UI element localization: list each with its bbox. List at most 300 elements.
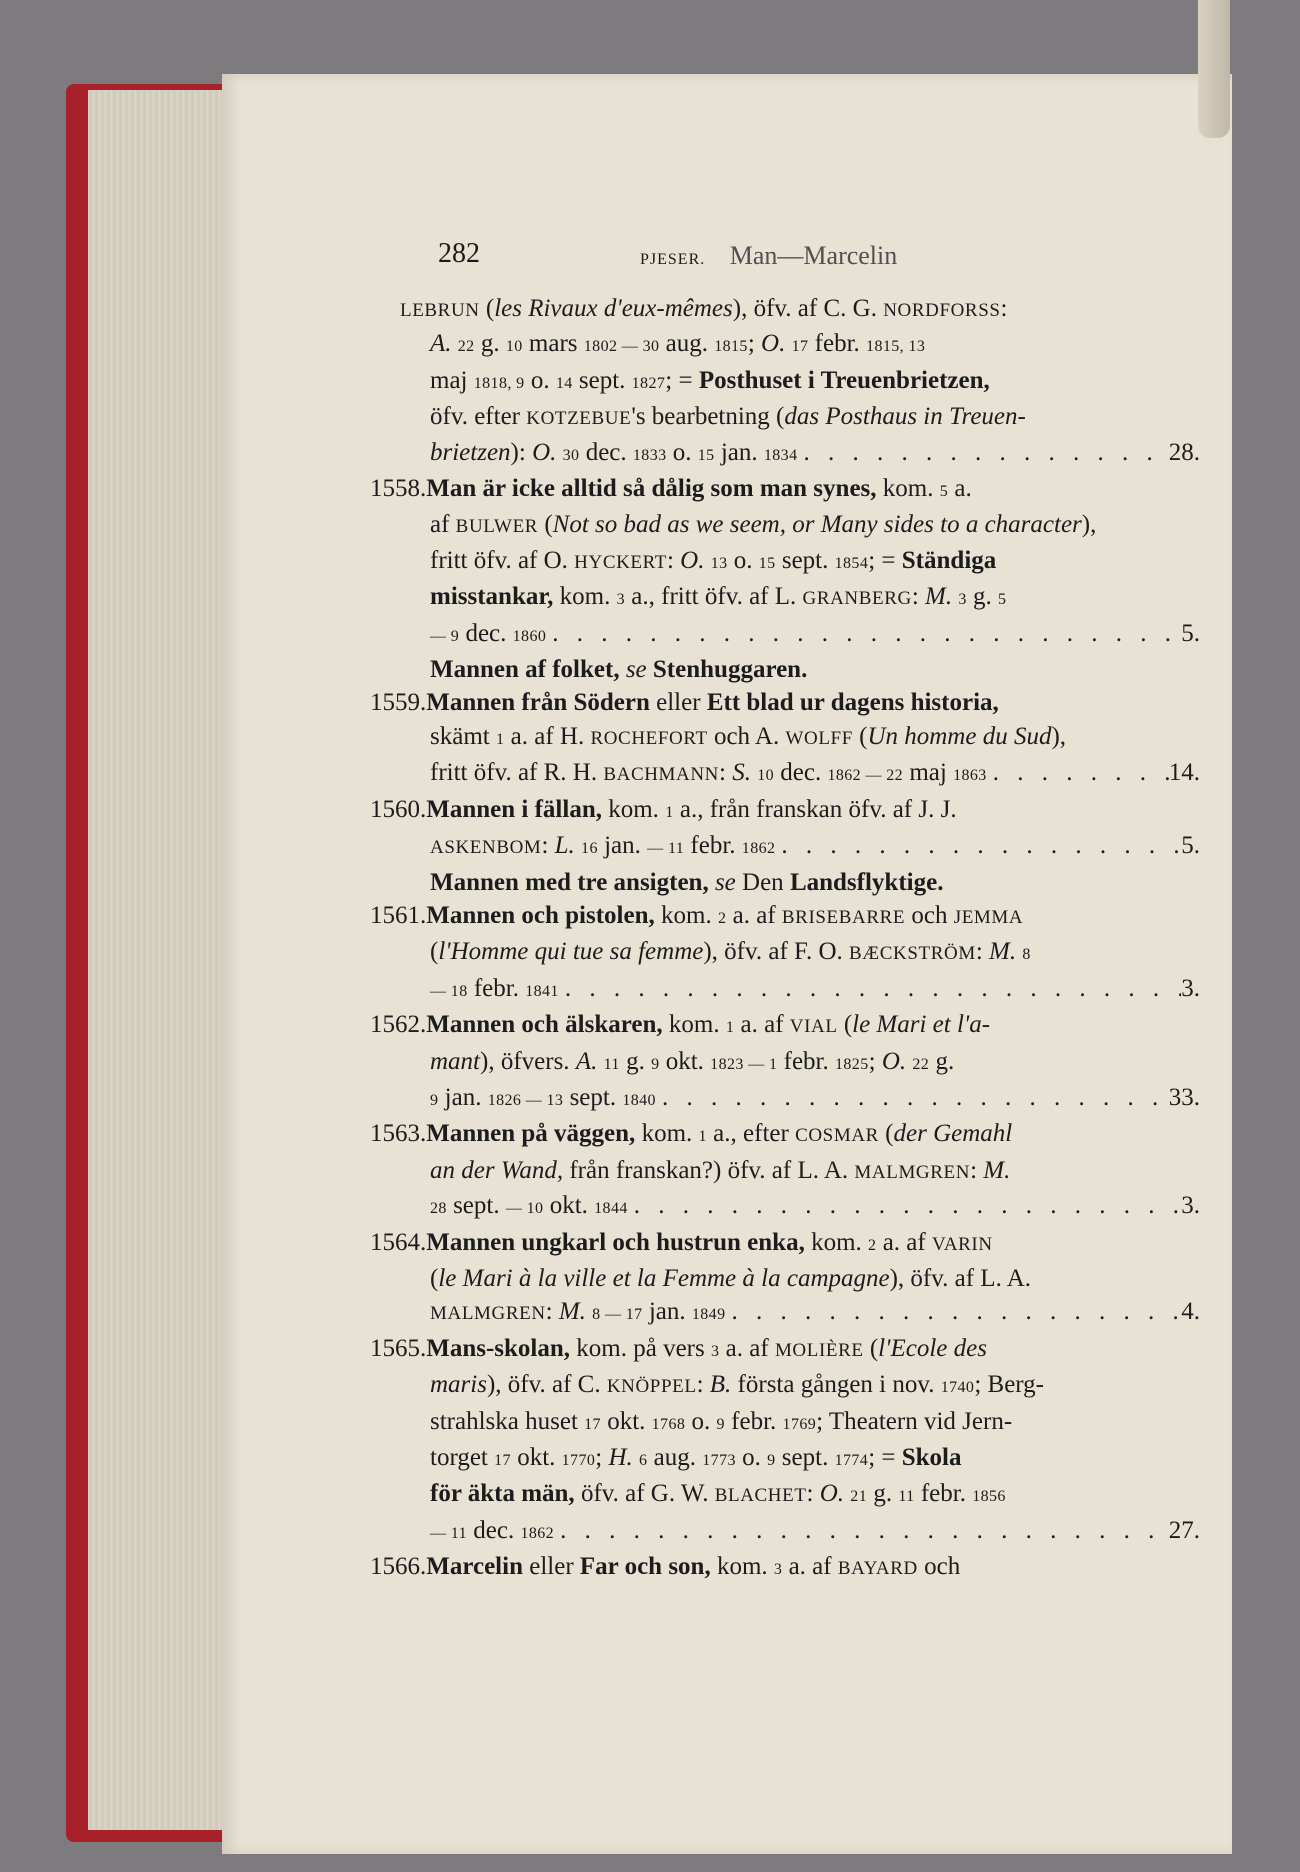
text-line — [400, 756, 1200, 792]
text-segment: ( — [538, 511, 553, 539]
running-header — [640, 241, 897, 271]
text-line — [400, 617, 1200, 653]
text-segment: ): — [510, 438, 533, 466]
text-segment: okt. — [510, 1444, 562, 1471]
text-segment: der Gemahl — [893, 1120, 1013, 1148]
text-segment: ; = — [665, 366, 699, 394]
text-segment: — 11 — [647, 840, 685, 858]
text-segment: brietzen — [430, 438, 511, 466]
text-line — [400, 829, 1200, 865]
text-segment: g. — [619, 1047, 652, 1075]
text-segment: 10 — [505, 338, 523, 356]
text-segment: ), öfvers. — [480, 1047, 576, 1075]
text-segment: A. — [430, 330, 452, 358]
text-segment: : — [541, 832, 555, 860]
text-segment: a., från franskan öfv. af J. J. — [673, 795, 957, 823]
dot-leader — [725, 1295, 1181, 1331]
text-segment: : — [545, 1298, 559, 1326]
text-segment: le Mari à la ville et la Femme à la campagne — [438, 1264, 890, 1292]
text-segment: 9 — [716, 1415, 725, 1433]
text-segment: ), — [1051, 722, 1067, 750]
text-segment: eller — [522, 1553, 580, 1581]
text-line — [400, 1045, 1200, 1081]
text-segment: ), öfv. af C. — [486, 1371, 607, 1399]
text-segment: ), — [1081, 511, 1097, 539]
text-segment: ( — [430, 938, 439, 966]
text-segment: febr. — [777, 1047, 835, 1075]
dot-leader — [554, 1514, 1169, 1550]
entry-number: 1565. — [370, 1334, 427, 1362]
text-segment: das Posthaus in Treuen- — [784, 403, 1026, 431]
text-line — [400, 400, 1200, 435]
text-segment: O. — [680, 546, 705, 574]
text-segment: — 11 — [430, 1524, 468, 1542]
text-segment: a. af — [734, 1011, 790, 1039]
text-segment: maj — [903, 759, 954, 787]
text-segment: o. — [524, 366, 556, 394]
text-segment: sept. — [572, 366, 632, 394]
dot-leader — [546, 617, 1181, 653]
text-line — [400, 327, 1200, 363]
text-segment: se — [714, 868, 736, 896]
text-segment: ; — [868, 1047, 882, 1075]
text-line — [400, 935, 1200, 971]
text-segment: Mans-skolan, — [426, 1334, 571, 1362]
text-segment: 5 — [939, 483, 949, 501]
text-segment: le Mari et l'a- — [852, 1011, 991, 1039]
text-line — [400, 1189, 1200, 1225]
text-segment: WOLFF — [785, 727, 853, 749]
text-line — [400, 1081, 1200, 1117]
text-line — [400, 1368, 1200, 1404]
text-segment: 13 — [710, 554, 728, 572]
text-segment: a. af — [876, 1228, 932, 1256]
entry-line — [370, 1550, 1200, 1586]
text-line — [400, 544, 1200, 580]
text-segment: Mannen med tre ansigten, — [430, 868, 709, 896]
text-segment: Den — [735, 868, 790, 896]
text-segment: 1815, 13 — [866, 338, 926, 356]
text-segment: a. af H. — [504, 722, 591, 750]
text-segment: 14 — [555, 374, 573, 392]
text-segment: A. — [575, 1047, 598, 1075]
text-segment: se — [625, 656, 647, 684]
text-segment: MALMGREN — [854, 1161, 971, 1183]
text-segment: BLACHET — [714, 1485, 807, 1507]
text-segment: g. — [474, 330, 506, 358]
text-segment: 6 — [639, 1452, 648, 1469]
text-line — [400, 1514, 1200, 1550]
text-line — [400, 508, 1200, 543]
text-segment: ROCHEFORT — [590, 727, 708, 749]
text-segment: 1844 — [594, 1200, 628, 1218]
leader-text — [430, 972, 559, 1008]
text-segment: skämt — [430, 722, 496, 750]
text-segment: 3 — [958, 591, 967, 609]
text-segment: 1849 — [691, 1306, 726, 1324]
text-segment: o. — [666, 438, 698, 466]
text-segment: kom. — [553, 583, 617, 611]
text-segment: strahlska huset — [430, 1407, 585, 1435]
text-segment: O. — [881, 1047, 907, 1075]
text-segment: maj — [430, 366, 474, 394]
text-segment: okt. — [543, 1192, 595, 1220]
entry-number: 1566. — [370, 1553, 427, 1581]
text-segment: 1827 — [631, 374, 666, 392]
text-segment: BAYARD — [837, 1558, 918, 1580]
text-segment: BACHMANN — [603, 764, 719, 786]
text-segment: 10 — [757, 767, 775, 785]
text-segment: aug. — [647, 1444, 703, 1471]
text-segment: ( — [878, 1120, 894, 1148]
text-segment: 1774 — [834, 1452, 869, 1469]
text-segment: S. — [732, 759, 751, 787]
text-segment: 1834 — [763, 446, 798, 464]
text-segment: öfv. af G. W. — [574, 1480, 715, 1508]
text-segment: an der Wand, — [430, 1156, 564, 1184]
text-segment: MALMGREN — [430, 1303, 546, 1325]
leader-text — [430, 1081, 656, 1117]
text-segment: ; Berg- — [974, 1371, 1045, 1399]
text-segment: KOTZEBUE — [526, 408, 632, 430]
text-segment: ( — [837, 1011, 853, 1039]
text-segment: 2 — [717, 909, 727, 927]
entry-number: 1559. — [370, 689, 427, 717]
performance-count: 27. — [1168, 1516, 1200, 1544]
text-segment: 1740 — [940, 1379, 975, 1397]
entry-line — [370, 472, 1200, 508]
text-segment: sept. — [446, 1192, 506, 1220]
text-segment: HYCKERT — [574, 551, 667, 573]
text-segment: 1862 — [520, 1524, 555, 1542]
leader-text — [430, 436, 797, 472]
section-title: PJESER. — [640, 251, 706, 268]
text-segment: 17 — [494, 1452, 511, 1469]
text-segment: kom. på vers — [570, 1334, 711, 1362]
text-segment: LEBRUN — [400, 300, 480, 321]
text-segment: : — [666, 546, 681, 574]
text-segment: JEMMA — [953, 906, 1024, 928]
text-segment: ; Theatern vid Jern- — [816, 1407, 1013, 1435]
text-segment: 11 — [898, 1488, 915, 1506]
text-segment: BRISEBARRE — [781, 906, 906, 928]
performance-count: 33. — [1168, 1083, 1200, 1111]
text-segment: 1863 — [953, 767, 987, 785]
text-segment: H. — [608, 1444, 633, 1471]
text-segment: 15 — [758, 554, 776, 572]
text-segment: 9 — [430, 1091, 439, 1109]
text-segment: VIAL — [789, 1016, 838, 1038]
text-segment: l'Homme qui tue sa femme — [438, 938, 704, 966]
text-segment: fritt öfv. af R. H. — [430, 759, 604, 787]
text-segment: Mannen från Södern — [426, 689, 650, 717]
text-segment: BÆCKSTRÖM — [849, 943, 976, 965]
text-segment: 21 — [850, 1488, 868, 1506]
entry-number: 1562. — [370, 1011, 427, 1039]
text-segment: Marcelin — [426, 1553, 523, 1581]
text-segment: och — [917, 1553, 961, 1581]
text-line — [400, 1262, 1200, 1295]
text-segment: kom. — [804, 1228, 869, 1256]
text-segment: : — [911, 583, 926, 611]
text-segment: kom. — [876, 475, 940, 503]
entry-line — [370, 793, 1200, 829]
text-segment: Stenhuggaren. — [652, 656, 808, 684]
text-segment: : — [1000, 295, 1008, 322]
text-segment: a. af — [726, 901, 782, 929]
text-segment: — 18 — [430, 982, 468, 1000]
text-segment: 1773 — [702, 1452, 736, 1469]
text-segment: ; = — [868, 546, 902, 574]
text-line — [400, 1477, 1200, 1513]
text-segment: ), öfv. af L. A. — [889, 1264, 1032, 1292]
text-segment: Landsflyktige. — [789, 868, 944, 896]
text-segment: ), öfv. af C. G. — [732, 295, 884, 322]
text-segment: från franskan?) öfv. af L. A. — [563, 1156, 855, 1184]
text-segment: 2 — [868, 1236, 877, 1254]
bookmark-ribbon — [1198, 0, 1230, 138]
text-segment: 28 — [430, 1200, 447, 1218]
leader-text — [430, 1295, 725, 1331]
text-segment: — 10 — [505, 1200, 544, 1218]
text-segment: g. — [867, 1480, 899, 1508]
text-line — [400, 364, 1200, 400]
text-segment: 1769 — [782, 1415, 817, 1433]
catalog-text — [370, 292, 1200, 1587]
text-segment: 16 — [581, 840, 598, 858]
text-segment: dec. — [459, 619, 513, 647]
text-segment: sept. — [775, 1444, 835, 1471]
performance-count: 5. — [1181, 619, 1200, 647]
text-segment: 1823 — 1 — [710, 1055, 778, 1073]
text-segment: a. — [948, 475, 972, 503]
text-segment: febr. — [914, 1480, 973, 1508]
page-edges — [88, 90, 238, 1830]
text-segment: för äkta män, — [430, 1480, 575, 1508]
text-segment: 1825 — [835, 1055, 869, 1073]
text-segment: ( — [863, 1334, 879, 1362]
text-segment: KNÖPPEL — [606, 1376, 697, 1398]
leader-text — [430, 1189, 628, 1225]
text-segment: sept. — [563, 1083, 623, 1111]
performance-count: 5. — [1181, 832, 1200, 860]
text-segment: 1 — [495, 730, 505, 748]
text-segment: 1862 — 22 — [827, 767, 904, 785]
text-segment: febr. — [724, 1407, 783, 1435]
text-segment: jan. — [438, 1083, 488, 1111]
text-segment: dec. — [579, 438, 633, 466]
text-segment: 8 — [1022, 946, 1031, 964]
text-segment: Un homme du Sud — [867, 722, 1052, 750]
text-line — [400, 292, 1200, 327]
text-segment: Mannen och älskaren, — [426, 1011, 663, 1039]
text-segment: Mannen ungkarl och hustrun enka, — [426, 1228, 805, 1256]
performance-count: 4. — [1181, 1298, 1200, 1326]
text-segment: ; = — [868, 1444, 902, 1471]
text-segment: B. — [709, 1371, 732, 1399]
text-segment: o. — [685, 1407, 717, 1435]
text-segment: : — [696, 1371, 710, 1399]
entry-line — [370, 1117, 1200, 1153]
text-segment: ( — [430, 1264, 439, 1292]
text-segment: 1862 — [741, 840, 776, 858]
text-segment: 1854 — [834, 554, 869, 572]
text-segment: O. — [761, 330, 786, 358]
text-segment: ( — [852, 722, 868, 750]
text-segment: fritt öfv. af O. — [430, 546, 575, 574]
text-segment: O. — [819, 1480, 845, 1508]
text-segment: 1768 — [651, 1415, 686, 1433]
text-segment: a., fritt öfv. af L. — [625, 583, 803, 611]
text-segment: Mannen på väggen, — [426, 1120, 636, 1148]
text-segment: a., efter — [706, 1120, 796, 1148]
text-segment: : — [719, 759, 733, 787]
text-segment: 11 — [603, 1055, 620, 1073]
text-segment: BULWER — [455, 516, 539, 538]
text-segment: L. — [554, 832, 575, 860]
text-segment: 1 — [725, 1019, 735, 1037]
text-segment: 17 — [791, 338, 809, 356]
text-segment: 8 — 17 — [592, 1306, 643, 1324]
text-segment: 3 — [711, 1342, 720, 1360]
text-segment: första gången i nov. — [731, 1371, 941, 1399]
text-segment: VARIN — [931, 1233, 993, 1255]
performance-count: 28. — [1168, 438, 1200, 466]
text-segment: a. af — [719, 1334, 775, 1362]
text-segment: 1 — [665, 803, 674, 821]
dot-leader — [987, 756, 1169, 792]
text-segment: ASKENBOM — [430, 837, 542, 859]
text-segment: Mannen och pistolen, — [426, 901, 655, 929]
text-segment: ; — [747, 330, 762, 358]
text-segment: Ständiga — [901, 546, 997, 574]
text-segment: Ett blad ur dagens historia, — [706, 689, 999, 717]
text-segment: kom. — [710, 1553, 774, 1581]
text-segment: o. — [735, 1444, 768, 1471]
text-segment: 22 — [457, 338, 475, 356]
dot-leader — [656, 1081, 1169, 1117]
text-segment: sept. — [775, 546, 835, 574]
text-line — [400, 436, 1200, 472]
text-segment: Man är icke alltid så dålig som man synes, — [426, 475, 877, 503]
entry-line — [370, 1008, 1200, 1044]
text-segment: jan. — [597, 832, 648, 860]
text-line — [400, 1154, 1200, 1189]
leader-text — [430, 829, 775, 865]
entry-line — [370, 686, 1200, 719]
text-segment: febr. — [467, 974, 526, 1002]
performance-count: 3. — [1181, 974, 1200, 1002]
text-segment: och — [905, 901, 954, 929]
text-segment: Mannen i fällan, — [426, 795, 602, 823]
text-segment: aug. — [659, 330, 715, 358]
text-segment: af — [430, 511, 456, 539]
text-segment: 1770 — [561, 1452, 596, 1469]
text-segment: torget — [430, 1444, 495, 1471]
text-segment: ( — [479, 295, 495, 322]
text-segment: l'Ecole des — [878, 1334, 987, 1362]
entry-number: 1561. — [370, 901, 427, 929]
text-segment: M. — [989, 938, 1017, 966]
entry-line — [370, 899, 1200, 935]
text-segment: dec. — [774, 759, 828, 787]
text-segment: ), öfv. af F. O. — [703, 938, 849, 966]
dot-leader — [559, 972, 1181, 1008]
text-segment: 1802 — 30 — [583, 338, 660, 356]
text-segment: 3 — [616, 591, 626, 609]
text-segment: 22 — [912, 1055, 930, 1073]
text-segment: 30 — [562, 446, 580, 464]
text-segment: Mannen af folket, — [430, 656, 620, 684]
text-segment: kom. — [662, 1011, 726, 1039]
text-segment: COSMAR — [795, 1125, 879, 1147]
text-segment: öfv. efter — [430, 403, 527, 431]
text-segment: febr. — [808, 330, 867, 358]
text-line — [400, 653, 1200, 686]
text-line — [400, 580, 1200, 616]
leader-text — [430, 1514, 554, 1550]
text-segment: 1840 — [622, 1091, 656, 1109]
entry-line — [370, 1332, 1200, 1368]
text-segment: okt. — [600, 1407, 652, 1435]
text-segment: kom. — [635, 1120, 699, 1148]
text-segment: kom. — [601, 795, 666, 823]
text-segment: les Rivaux d'eux-mêmes — [494, 295, 733, 322]
text-segment: : — [975, 938, 990, 966]
text-segment: 17 — [584, 1415, 601, 1433]
text-segment: dec. — [467, 1516, 521, 1544]
entry-number: 1560. — [370, 795, 427, 823]
dot-leader — [628, 1189, 1181, 1225]
text-segment: O. — [532, 438, 557, 466]
text-segment: M. — [983, 1156, 1011, 1184]
text-segment: : — [970, 1156, 984, 1184]
text-segment: M. — [558, 1298, 586, 1326]
text-segment: a. af — [782, 1553, 838, 1581]
entry-number: 1563. — [370, 1120, 427, 1148]
text-line — [400, 720, 1200, 756]
text-segment: 9 — [651, 1055, 660, 1073]
text-line — [400, 1441, 1200, 1477]
entry-range: Man—Marcelin — [729, 241, 898, 270]
leader-text — [430, 756, 987, 792]
text-segment: jan. — [714, 438, 764, 466]
text-segment: maris — [430, 1371, 487, 1399]
text-segment: febr. — [684, 832, 742, 860]
text-segment: mars — [522, 330, 584, 358]
text-segment: Not so bad as we seem, or Many sides to a character — [552, 511, 1082, 539]
text-segment: Skola — [901, 1444, 962, 1471]
text-segment: mant — [430, 1047, 480, 1075]
performance-count: 14. — [1168, 759, 1200, 787]
entry-line — [370, 1226, 1200, 1262]
text-segment: g. — [929, 1047, 955, 1075]
text-segment: 5 — [998, 591, 1007, 609]
text-segment: 1833 — [632, 446, 667, 464]
text-segment: Far och son, — [579, 1553, 711, 1581]
text-segment: 1860 — [512, 627, 547, 645]
entry-number: 1564. — [370, 1228, 427, 1256]
dot-leader — [797, 436, 1168, 472]
text-segment: 15 — [697, 446, 715, 464]
text-segment: Posthuset i Treuenbrietzen, — [698, 366, 990, 394]
text-segment: och A. — [707, 722, 786, 750]
leader-text — [430, 617, 546, 653]
text-line — [400, 1295, 1200, 1331]
text-segment: : — [806, 1480, 820, 1508]
text-line — [400, 972, 1200, 1008]
text-segment: 1815 — [714, 338, 748, 356]
